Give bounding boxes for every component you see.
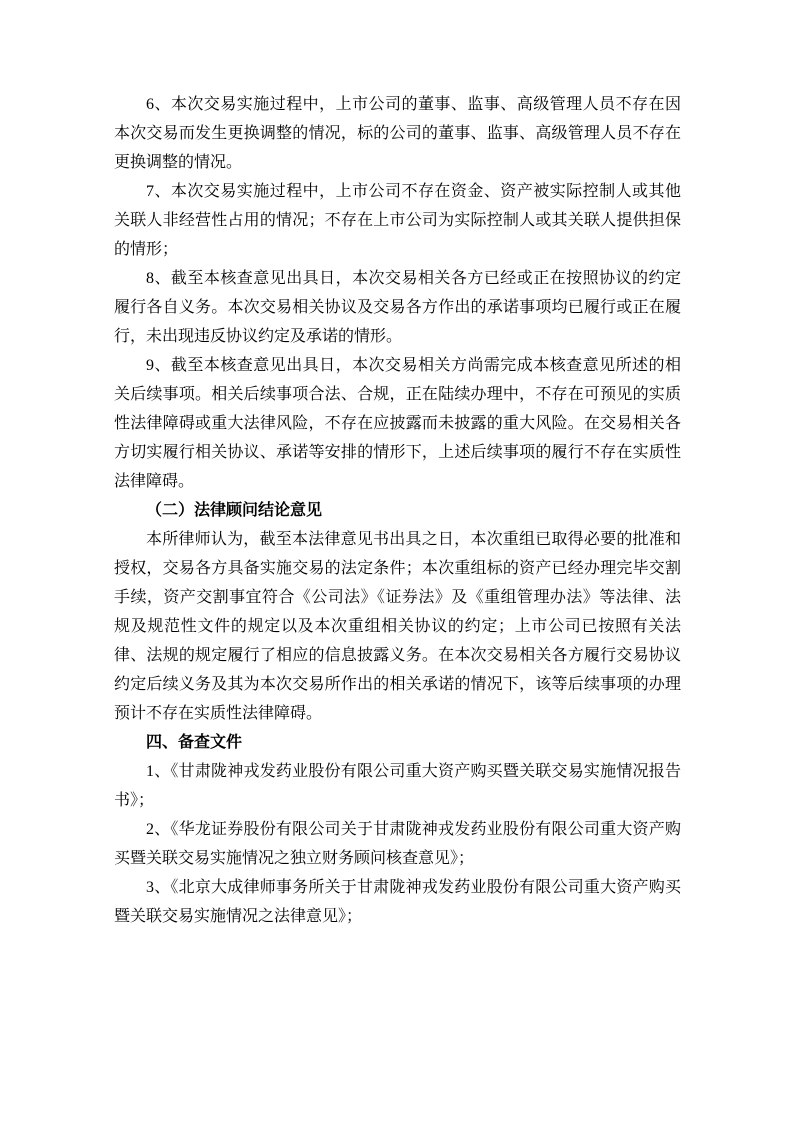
paragraph: 本所律师认为，截至本法律意见书出具之日，本次重组已取得必要的批准和授权，交易各方具备实施交易的法定条件；本次重组标的资产已经办理完毕交割手续，资产交割事宜符合《公司法》《证券法》及《重组管理办法》等法律、法规及规范性文件的规定以及本次重组相关协议的约定；上市公司已按照有关法律、法规的规定履行了相应的信息披露义务。在本次交易相关各方履行交易协议约定后续义务及其为本次交易所作出的相关承诺的情况下，该等后续事项的办理预计不存在实质性法律障碍。 — [114, 531, 681, 722]
section-heading: （二）法律顾问结论意见 — [146, 502, 323, 519]
document-content — [114, 90, 681, 931]
section-heading: 四、备查文件 — [146, 734, 243, 751]
paragraph: 8、截至本核查意见出具日，本次交易相关各方已经或正在按照协议的约定履行各自义务。本次交易相关协议及交易各方作出的承诺事项均已履行或正在履行，未出现违反协议约定及承诺的情形。 — [114, 270, 681, 345]
paragraph: 3、《北京大成律师事务所关于甘肃陇神戎发药业股份有限公司重大资产购买暨关联交易实施情况之法律意见》； — [114, 879, 681, 925]
paragraph: 9、截至本核查意见出具日，本次交易相关方尚需完成本核查意见所述的相关后续事项。相关后续事项合法、合规，正在陆续办理中，不存在可预见的实质性法律障碍或重大法律风险，不存在应披露而未披露的重大风险。在交易相关各方切实履行相关协议、承诺等安排的情形下，上述后续事项的履行不存在实质性法律障碍。 — [114, 357, 681, 490]
paragraph: 1、《甘肃陇神戎发药业股份有限公司重大资产购买暨关联交易实施情况报告书》； — [114, 763, 681, 809]
paragraph: 6、本次交易实施过程中，上市公司的董事、监事、高级管理人员不存在因本次交易而发生更换调整的情况，标的公司的董事、监事、高级管理人员不存在更换调整的情况。 — [114, 96, 681, 171]
paragraph: 2、《华龙证券股份有限公司关于甘肃陇神戎发药业股份有限公司重大资产购买暨关联交易实施情况之独立财务顾问核查意见》； — [114, 821, 681, 867]
paragraph: 7、本次交易实施过程中，上市公司不存在资金、资产被实际控制人或其他关联人非经营性占用的情况；不存在上市公司为实际控制人或其关联人提供担保的情形； — [114, 183, 681, 258]
